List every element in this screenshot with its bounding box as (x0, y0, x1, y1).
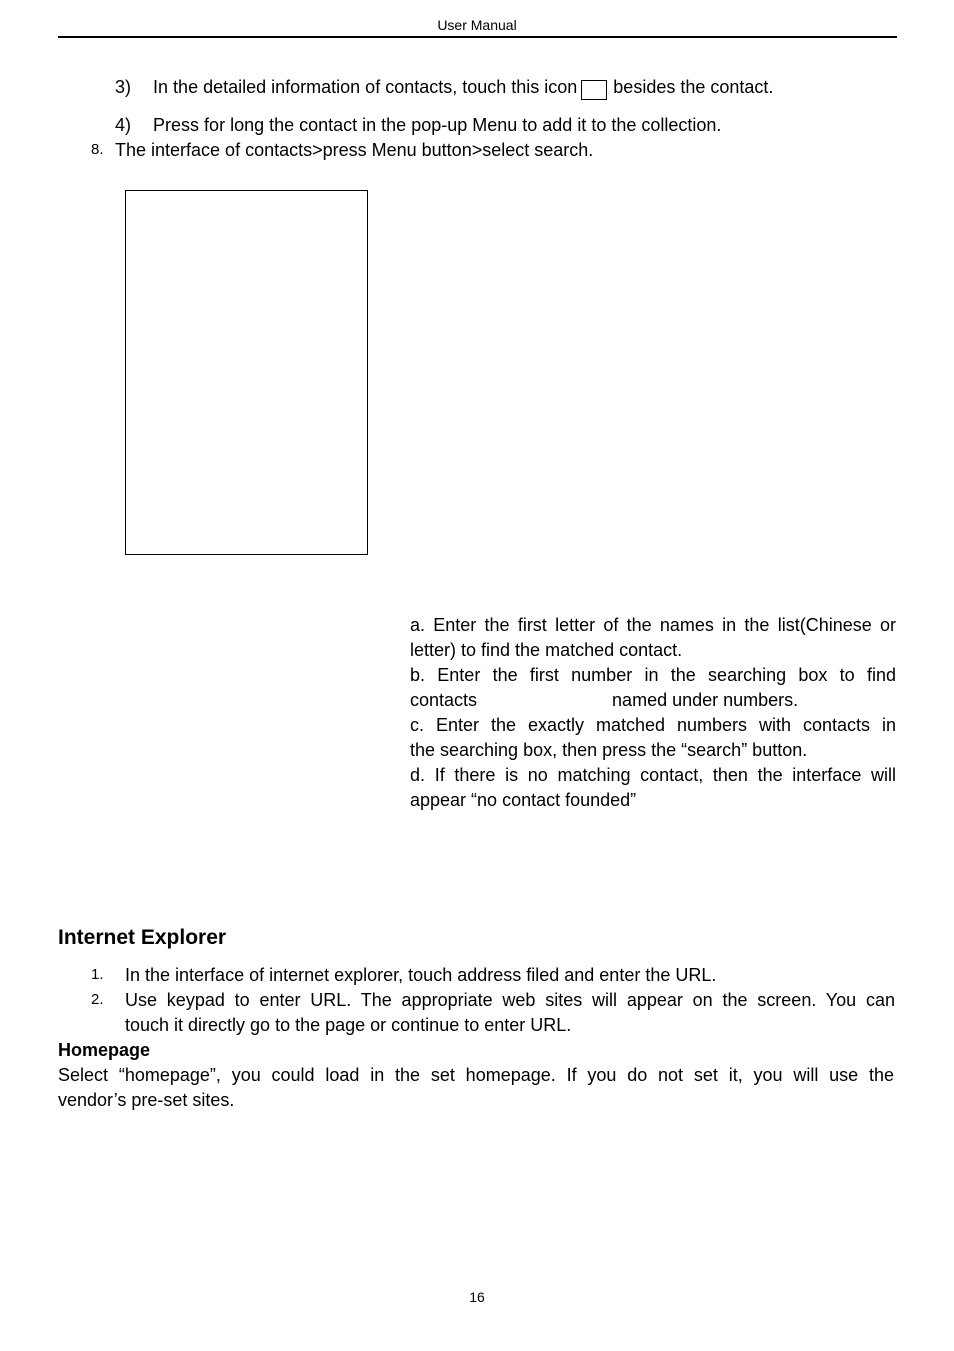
ie-item-2-text (125, 988, 895, 1038)
step-3-number: 3) (115, 77, 132, 97)
homepage-line-2: vendor’s pre-set sites. (58, 1090, 235, 1110)
ie-item-1-text: In the interface of internet explorer, touch address filed and enter the URL. (125, 965, 717, 985)
homepage-heading: Homepage (58, 1040, 151, 1060)
ie-item-2-number: 2. (91, 991, 104, 1008)
note-d-line-1: d. If there is no matching contact, then the interface will (410, 765, 896, 785)
header-title: User Manual (437, 17, 517, 33)
note-c-line-1: c. Enter the exactly matched numbers with contacts in (410, 715, 896, 735)
favorite-icon (581, 80, 607, 100)
note-b-line-1: b. Enter the first number in the searching box to find (410, 665, 896, 685)
section-heading-internet-explorer: Internet Explorer (58, 926, 227, 949)
ie-item-2-line-2: touch it directly go to the page or continue to enter URL. (125, 1015, 572, 1035)
header-divider (58, 36, 897, 38)
note-d-line-2: appear “no contact founded” (410, 790, 637, 810)
item-8-text: The interface of contacts>press Menu button>select search. (115, 140, 594, 160)
step-3 (115, 75, 773, 100)
ie-item-1-number: 1. (91, 966, 104, 983)
note-a-line-2: letter) to find the matched contact. (410, 640, 683, 660)
item-8-number: 8. (91, 141, 104, 158)
search-notes (410, 613, 896, 813)
ie-item-2-line-1: Use keypad to enter URL. The appropriate web sites will appear on the screen. You can (125, 990, 895, 1010)
screenshot-figure (125, 190, 368, 555)
step-4-number: 4) (115, 115, 132, 135)
page-number: 16 (469, 1289, 485, 1305)
step-3-text-after: besides the contact. (613, 77, 774, 97)
step-4 (115, 113, 721, 138)
note-b-line-2-part-2: named under numbers. (612, 690, 799, 710)
note-b-line-2 (410, 688, 896, 713)
step-3-text-before: In the detailed information of contacts, touch this icon (153, 77, 578, 97)
note-a-line-1: a. Enter the first letter of the names in the list(Chinese or (410, 615, 896, 635)
note-b-line-2-part-1: contacts (410, 690, 478, 710)
homepage-text (58, 1063, 894, 1113)
note-c-line-2: the searching box, then press the “search” button. (410, 740, 808, 760)
step-4-text: Press for long the contact in the pop-up Menu to add it to the collection. (153, 115, 722, 135)
homepage-line-1: Select “homepage”, you could load in the set homepage. If you do not set it, you will use the (58, 1065, 894, 1085)
